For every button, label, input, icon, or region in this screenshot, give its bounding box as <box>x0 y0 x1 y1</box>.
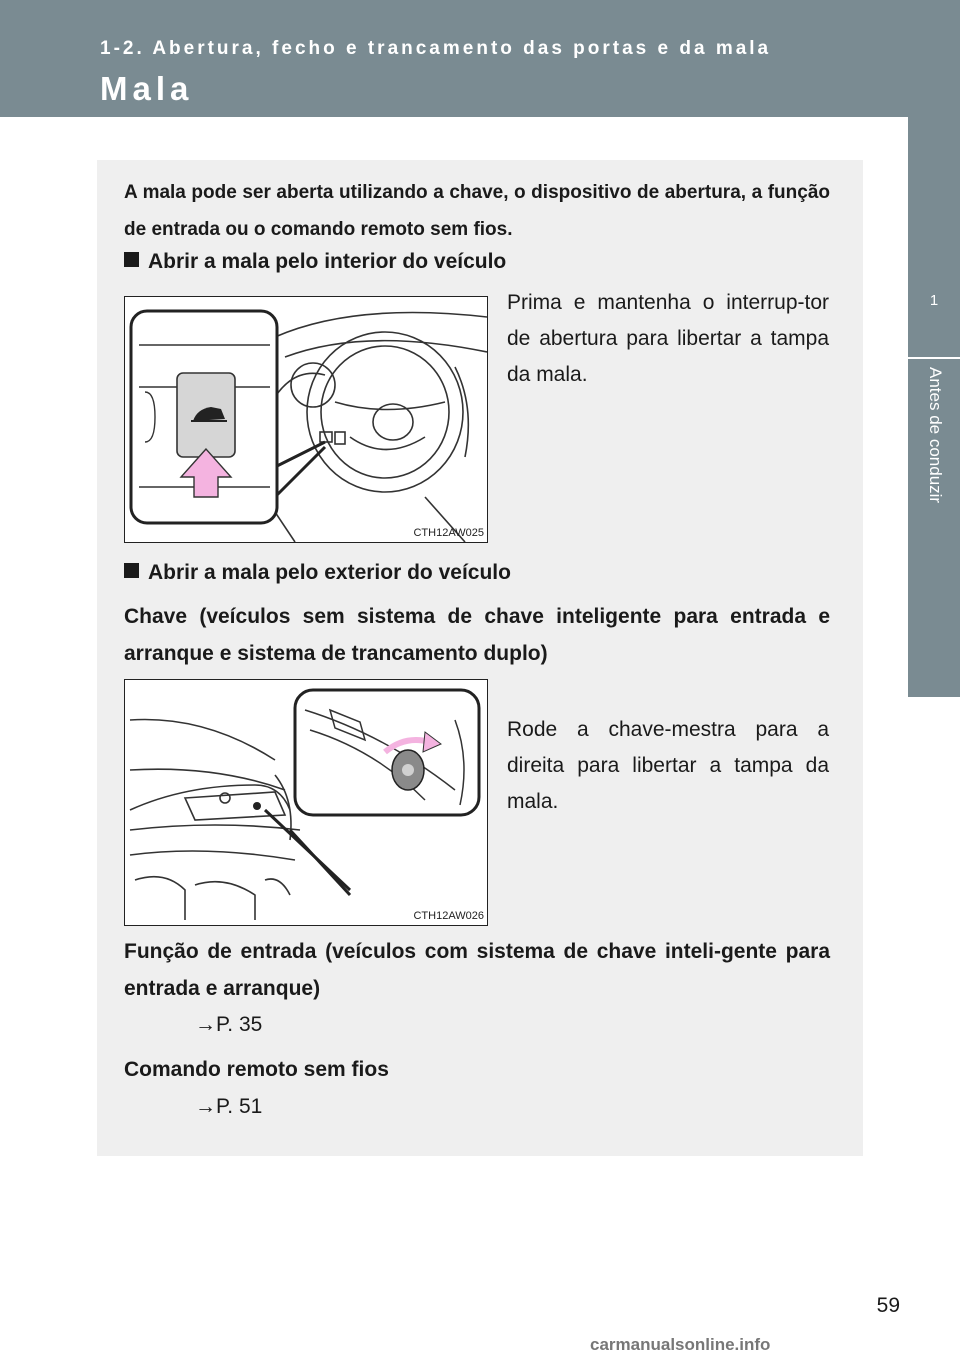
square-bullet-icon <box>124 563 139 578</box>
key-heading: Chave (veículos sem sistema de chave inteligente para entrada e arranque e sistema de trancamento duplo) <box>124 605 830 665</box>
remote-heading: Comando remoto sem fios <box>124 1058 389 1081</box>
page-header <box>0 0 960 117</box>
steering-wheel-icon <box>125 297 487 542</box>
heading-interior: Abrir a mala pelo interior do veículo <box>124 250 506 274</box>
page-title: Mala <box>100 70 194 107</box>
entry-heading: Função de entrada (veículos com sistema de chave inteli-gente para entrada e arranque) <box>124 940 830 1000</box>
page-number: 59 <box>876 1294 900 1317</box>
remote-reference-link[interactable]: →P. 51 <box>195 1095 263 1118</box>
square-bullet-icon <box>124 252 139 267</box>
entry-reference-link[interactable]: →P. 35 <box>195 1013 263 1036</box>
figure-code: CTH12AW026 <box>413 910 484 922</box>
tab-divider <box>908 357 960 359</box>
heading-exterior: Abrir a mala pelo exterior do veículo <box>124 561 511 585</box>
interior-description: Prima e mantenha o interrup-tor de abertura para libertar a tampa da mala. <box>507 291 829 386</box>
chapter-number: 1 <box>929 292 939 309</box>
chapter-label: Antes de conduzir <box>926 367 945 504</box>
exterior-description: Rode a chave-mestra para a direita para libertar a tampa da mala. <box>507 718 829 813</box>
figure-exterior-key <box>124 679 488 926</box>
chapter-tab <box>908 117 960 697</box>
section-title: 1-2. Abertura, fecho e trancamento das portas e da mala <box>100 38 772 59</box>
intro-text: A mala pode ser aberta utilizando a chave, o dispositivo de abertura, a função de entrada ou o comando remoto sem fios. <box>124 182 830 240</box>
figure-interior-switch <box>124 296 488 543</box>
watermark: carmanualsonline.info <box>590 1335 771 1354</box>
trunk-key-illustration <box>125 680 487 925</box>
figure-code: CTH12AW025 <box>413 527 484 539</box>
